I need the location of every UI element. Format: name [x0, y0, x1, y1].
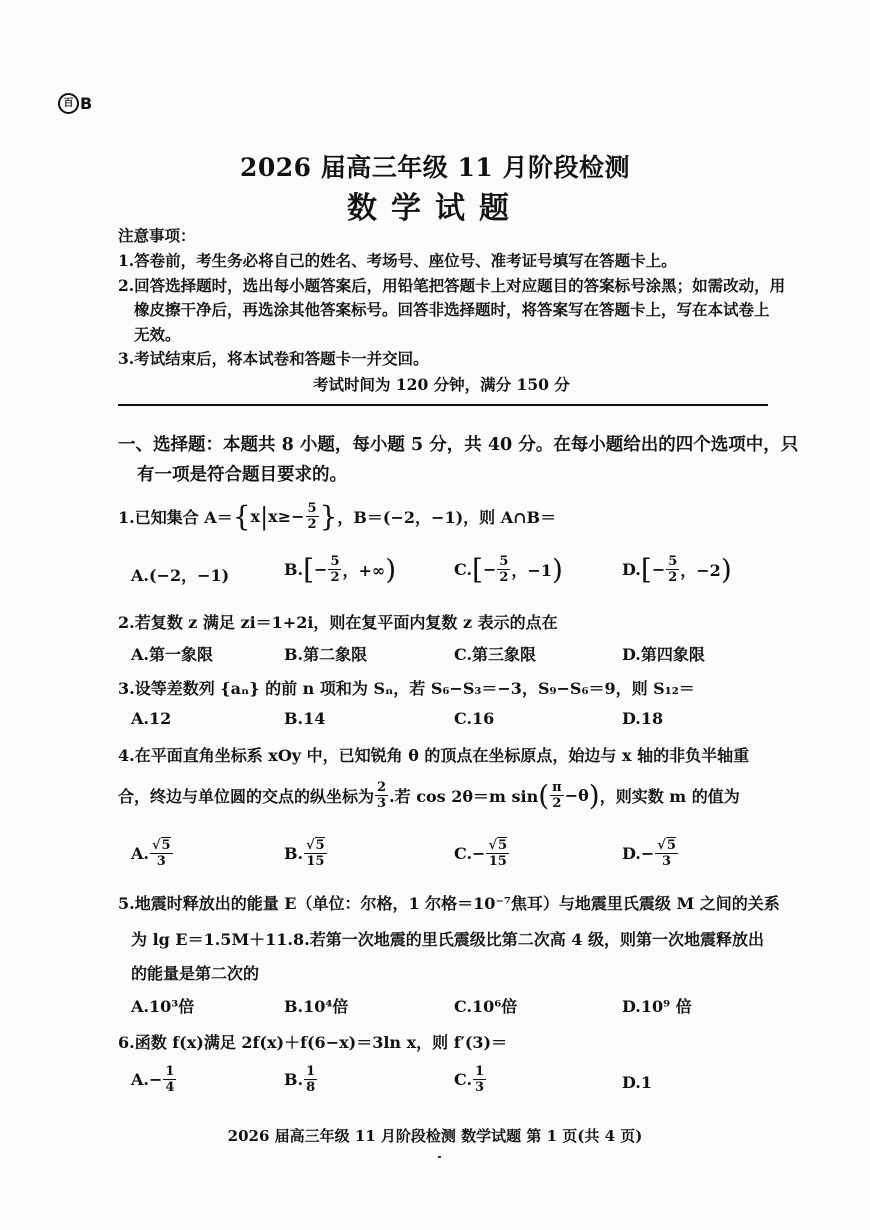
note-line: 无效。 — [134, 325, 181, 344]
option-c: C.第三象限 — [454, 645, 537, 664]
option-d: D.18 — [622, 709, 664, 728]
note-line: 1.答卷前，考生务必将自己的姓名、考场号、座位号、准考证号填写在答题卡上。 — [118, 251, 677, 270]
option-b: B.第二象限 — [284, 645, 368, 664]
option-d: D.− $\frac{√5}{3}$ — [622, 838, 676, 869]
question-5-cont: 为 lg E＝1.5M＋11.8.若第一次地震的里氏震级比第二次高 4 级，则第一次地震释放出 — [131, 930, 764, 949]
option-d: D.1 — [622, 1073, 653, 1092]
question-1 — [118, 501, 556, 532]
question-6: 6.函数 f(x)满足 2f(x)＋f(6−x)＝3ln x，则 f′(3)＝ — [118, 1033, 508, 1052]
question-2: 2.若复数 z 满足 zi＝1+2i，则在复平面内复数 z 表示的点在 — [118, 613, 558, 632]
subject-title: 数学试题 — [347, 191, 523, 226]
option-b: B.10⁴倍 — [284, 997, 349, 1016]
option-b: B.14 — [284, 709, 326, 728]
option-d: D.第四象限 — [622, 645, 705, 664]
question-4-cont: 合，终边与单位圆的交点的纵坐标为 $\frac{2}{3}$ .若 cos 2θ＝m sin ( $\frac{\pi}{2}$ −θ ) ，则实数 m 的值为 — [118, 778, 740, 812]
fraction: $\frac{5}{2}$ — [307, 501, 317, 532]
option-a: A. $\frac{√5}{3}$ — [131, 838, 171, 869]
option-c: C.16 — [454, 709, 495, 728]
option-a: A.12 — [131, 709, 172, 728]
option-c: C. [ − $\frac{5}{2}$ ，−1 ) — [454, 552, 563, 586]
question-3: 3.设等差数列 {aₙ} 的前 n 项和为 Sₙ，若 S₆−S₃＝−3，S₉−S₆＝9，则 S₁₂＝ — [118, 679, 695, 698]
question-5-cont: 的能量是第二次的 — [131, 964, 260, 983]
divider-rule — [118, 404, 768, 406]
question-4: 4.在平面直角坐标系 xOy 中，已知锐角 θ 的顶点在坐标原点，始边与 x 轴的非负半轴重 — [118, 746, 750, 765]
note-line: 橡皮擦干净后，再选涂其他答案标号。回答非选择题时，将答案写在答题卡上，写在本试卷上 — [134, 300, 770, 319]
q1-set-var: x — [250, 507, 261, 526]
badge-letter: B — [80, 94, 93, 113]
option-d: D.10⁹ 倍 — [622, 997, 692, 1016]
option-a: A.(−2，−1) — [131, 566, 230, 585]
option-d: D. [ − $\frac{5}{2}$ ，−2 ) — [622, 552, 732, 586]
q1-condition: x≥− — [268, 507, 305, 526]
option-a: A.第一象限 — [131, 645, 213, 664]
note-line: 2.回答选择题时，选出每小题答案后，用铅笔把答题卡上对应题目的答案标号涂黑；如需改动，用 — [118, 276, 786, 295]
brace-right: } — [319, 499, 338, 533]
option-b: B. $\frac{1}{8}$ — [284, 1064, 316, 1095]
option-b: B. [ − $\frac{5}{2}$ ，+∞ ) — [284, 552, 397, 586]
set-bar: | — [260, 502, 269, 531]
q1-prefix: 1.已知集合 A＝ — [118, 508, 233, 527]
option-c: C. $\frac{1}{3}$ — [454, 1064, 485, 1095]
option-c: C.10⁶倍 — [454, 997, 518, 1016]
notes-heading: 注意事项： — [118, 226, 196, 245]
paper-badge — [58, 93, 92, 114]
section-heading-cont: 有一项是符合题目要求的。 — [137, 465, 347, 485]
brace-left: { — [232, 499, 251, 533]
section-heading: 一、选择题：本题共 8 小题，每小题 5 分，共 40 分。在每小题给出的四个选项中，只 — [118, 435, 799, 455]
note-line: 3.考试结束后，将本试卷和答题卡一并交回。 — [118, 349, 429, 368]
scan-speck — [438, 1156, 441, 1158]
option-b: B. $\frac{√5}{15}$ — [284, 838, 325, 869]
option-c: C.− $\frac{√5}{15}$ — [454, 838, 508, 869]
exam-time: 考试时间为 120 分钟，满分 150 分 — [313, 375, 570, 394]
page-footer: 2026 届高三年级 11 月阶段检测 数学试题 第 1 页(共 4 页) — [227, 1127, 643, 1145]
option-a: A.− $\frac{1}{4}$ — [131, 1064, 175, 1095]
exam-title: 2026 届高三年级 11 月阶段检测 — [240, 153, 630, 182]
option-a: A.10³倍 — [131, 997, 195, 1016]
q1-suffix: ，B＝(−2，−1)，则 A∩B＝ — [337, 508, 557, 527]
badge-circle: 百 — [58, 93, 79, 114]
question-5: 5.地震时释放出的能量 E（单位：尔格，1 尔格＝10⁻⁷焦耳）与地震里氏震级 M 之间的关系 — [118, 894, 780, 913]
